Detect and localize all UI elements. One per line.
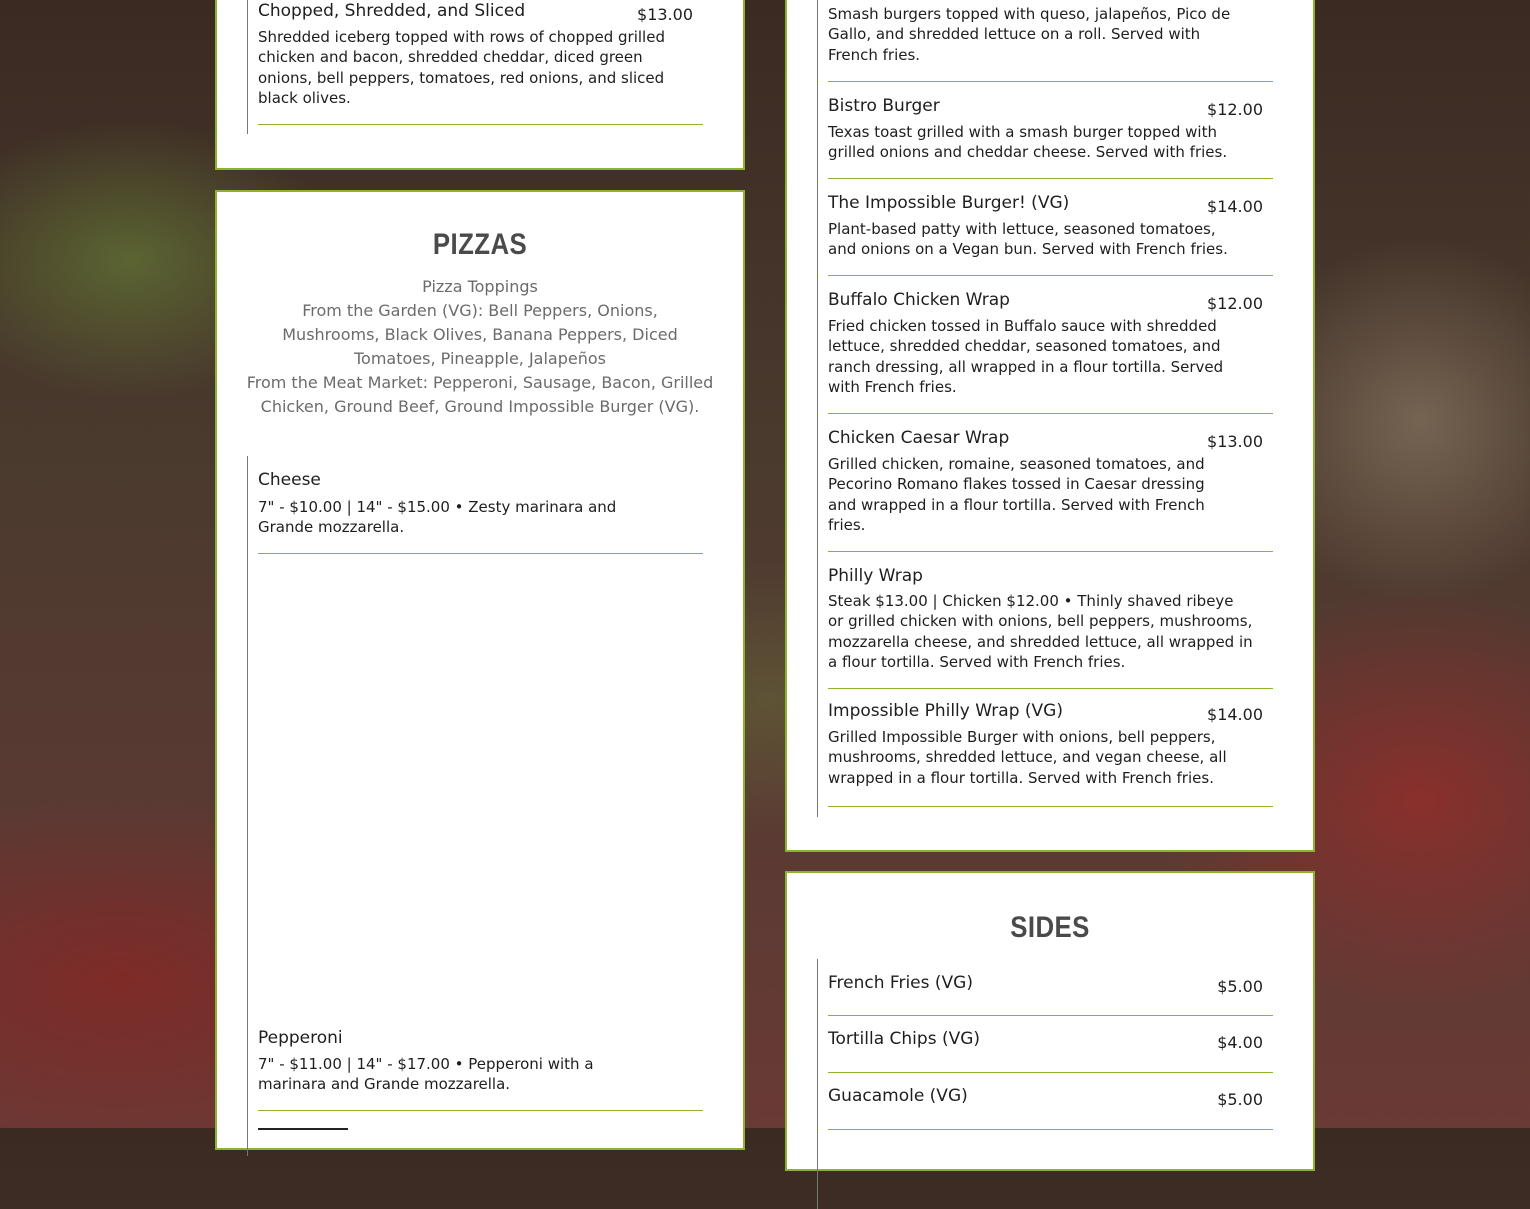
item-name: Tortilla Chips (VG) bbox=[828, 1029, 981, 1049]
menu-item bbox=[828, 959, 1273, 1016]
item-name: French Fries (VG) bbox=[828, 973, 973, 993]
item-description: Steak $13.00 | Chicken $12.00 • Thinly shaved ribeye or grilled chicken with onions, bell peppers, mushrooms, mozzarella cheese, and shredded lettuce, all wrapped in a flour tortilla. Served with French fries. bbox=[828, 592, 1253, 671]
pizzas-list bbox=[247, 456, 718, 1156]
section-title: SIDES bbox=[1010, 911, 1090, 944]
item-name: The Impossible Burger! (VG) bbox=[828, 193, 1070, 213]
burgers-panel bbox=[785, 0, 1315, 852]
item-price: $4.00 bbox=[1217, 1033, 1263, 1052]
item-name: Impossible Philly Wrap (VG) bbox=[828, 701, 1063, 721]
salads-list bbox=[247, 0, 718, 134]
salads-panel bbox=[215, 0, 745, 170]
menu-item bbox=[258, 1016, 703, 1111]
item-price: $5.00 bbox=[1217, 977, 1263, 996]
item-price: $14.00 bbox=[1207, 705, 1263, 724]
sides-list bbox=[817, 959, 1288, 1209]
menu-item bbox=[828, 414, 1273, 552]
item-description: Shredded iceberg topped with rows of chopped grilled chicken and bacon, shredded cheddar, diced green onions, bell peppers, tomatoes, red onions, and sliced black olives. bbox=[258, 28, 665, 107]
item-description: 7" - $11.00 | 14" - $17.00 • Pepperoni with a marinara and Grande mozzarella. bbox=[258, 1055, 594, 1094]
menu-item bbox=[258, 0, 703, 125]
item-description: Texas toast grilled with a smash burger topped with grilled onions and cheddar cheese. Served with fries. bbox=[828, 123, 1228, 162]
item-name: Buffalo Chicken Wrap bbox=[828, 290, 1010, 310]
menu-item bbox=[258, 456, 703, 554]
item-name: Cheese bbox=[258, 470, 321, 490]
item-price: $14.00 bbox=[1207, 197, 1263, 216]
item-price: $13.00 bbox=[1207, 432, 1263, 451]
item-description: Grilled chicken, romaine, seasoned tomatoes, and Pecorino Romano flakes tossed in Caesar dressing and wrapped in a flour tortilla. Served with French fries. bbox=[828, 455, 1205, 534]
menu-item bbox=[828, 276, 1273, 414]
item-description: Smash burgers topped with queso, jalapeños, Pico de Gallo, and shredded lettuce on a roll. Served with French fries. bbox=[828, 5, 1231, 64]
item-name: Chicken Caesar Wrap bbox=[828, 428, 1010, 448]
item-name: Pepperoni bbox=[258, 1028, 343, 1048]
menu-item bbox=[828, 552, 1273, 689]
menu-item bbox=[828, 1073, 1273, 1130]
burgers-list bbox=[817, 0, 1288, 817]
item-price: $5.00 bbox=[1217, 1090, 1263, 1109]
list-item-partial bbox=[258, 1128, 348, 1140]
menu-item bbox=[828, 1016, 1273, 1073]
toppings-heading: Pizza Toppings bbox=[422, 277, 538, 296]
menu-item bbox=[828, 0, 1273, 82]
menu-item bbox=[828, 82, 1273, 179]
toppings-meat: From the Meat Market: Pepperoni, Sausage, Bacon, Grilled Chicken, Ground Beef, Ground Impossible Burger (VG). bbox=[246, 373, 714, 416]
toppings-garden: From the Garden (VG): Bell Peppers, Onions, Mushrooms, Black Olives, Banana Peppers, Diced Tomatoes, Pineapple, Jalapeños bbox=[282, 301, 678, 368]
item-description: Plant-based patty with lettuce, seasoned tomatoes, and onions on a Vegan bun. Served with French fries. bbox=[828, 220, 1228, 259]
item-name: Chopped, Shredded, and Sliced bbox=[258, 1, 526, 21]
item-name: Bistro Burger bbox=[828, 96, 940, 116]
pizzas-panel bbox=[215, 190, 745, 1150]
menu-item bbox=[828, 179, 1273, 276]
item-description: Grilled Impossible Burger with onions, bell peppers, mushrooms, shredded lettuce, and vegan cheese, all wrapped in a flour tortilla. Served with French fries. bbox=[828, 728, 1227, 787]
section-title: PIZZAS bbox=[432, 228, 528, 261]
item-description: 7" - $10.00 | 14" - $15.00 • Zesty marinara and Grande mozzarella. bbox=[258, 498, 617, 537]
item-price: $12.00 bbox=[1207, 100, 1263, 119]
item-description: Fried chicken tossed in Buffalo sauce with shredded lettuce, shredded cheddar, seasoned tomatoes, and ranch dressing, all wrapped in a flour tortilla. Served with French fries. bbox=[828, 317, 1224, 396]
item-name: Guacamole (VG) bbox=[828, 1086, 968, 1106]
item-price: $13.00 bbox=[637, 5, 693, 24]
menu-item bbox=[828, 689, 1273, 807]
sides-panel bbox=[785, 871, 1315, 1171]
item-price: $12.00 bbox=[1207, 294, 1263, 313]
item-name: Philly Wrap bbox=[828, 566, 923, 586]
